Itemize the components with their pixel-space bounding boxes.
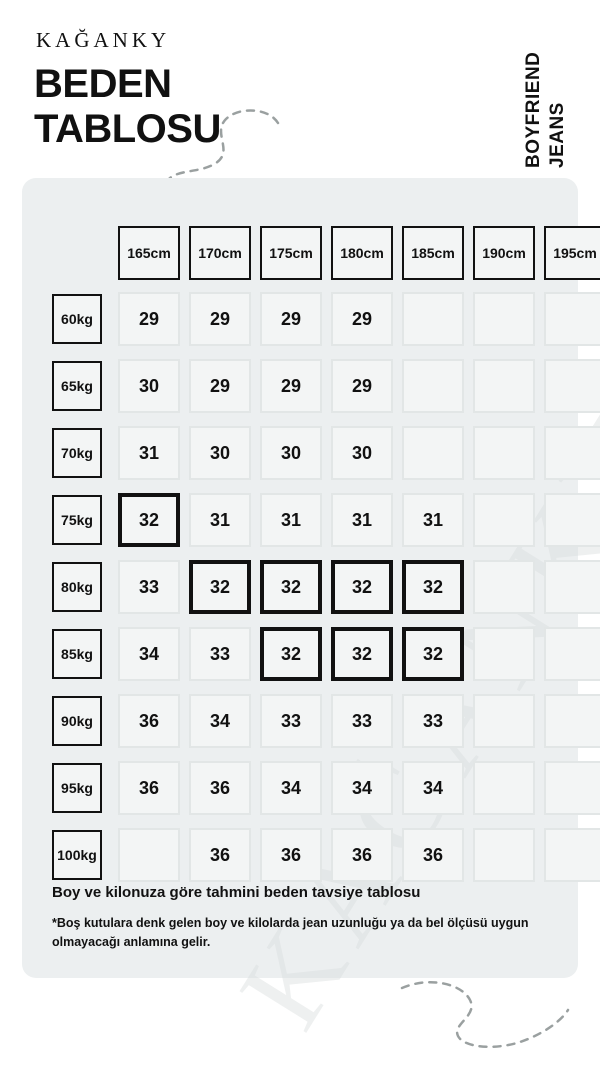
size-cell-empty (544, 828, 600, 882)
size-cell-empty (118, 828, 180, 882)
size-cell: 32 (118, 493, 180, 547)
size-cell-empty (473, 359, 535, 413)
size-cell-empty (473, 828, 535, 882)
size-cell-empty (473, 493, 535, 547)
size-cell: 30 (118, 359, 180, 413)
size-cell-empty (544, 627, 600, 681)
row-header-weight: 75kg (52, 495, 102, 545)
size-cell-empty (544, 493, 600, 547)
size-cell-empty (544, 359, 600, 413)
table-row (52, 627, 600, 681)
size-cell-empty (544, 761, 600, 815)
column-header-height: 190cm (473, 226, 535, 280)
row-header-weight: 85kg (52, 629, 102, 679)
size-cell: 34 (402, 761, 464, 815)
size-cell: 34 (331, 761, 393, 815)
size-cell: 33 (260, 694, 322, 748)
size-cell: 29 (118, 292, 180, 346)
size-cell: 36 (260, 828, 322, 882)
size-cell-empty (402, 426, 464, 480)
size-cell: 34 (189, 694, 251, 748)
size-cell: 32 (189, 560, 251, 614)
size-cell: 36 (118, 694, 180, 748)
size-table (52, 226, 600, 895)
size-cell: 29 (331, 359, 393, 413)
product-category-line1: BOYFRIEND (523, 51, 544, 168)
size-cell: 31 (189, 493, 251, 547)
size-cell: 34 (118, 627, 180, 681)
size-cell: 33 (189, 627, 251, 681)
column-header-height: 180cm (331, 226, 393, 280)
brand-logo: KAĞANKY (36, 28, 171, 52)
size-cell: 34 (260, 761, 322, 815)
size-cell: 31 (331, 493, 393, 547)
size-cell: 29 (189, 292, 251, 346)
size-cell: 32 (331, 560, 393, 614)
size-cell-empty (473, 694, 535, 748)
size-cell-empty (544, 292, 600, 346)
size-cell-empty (544, 426, 600, 480)
size-cell: 33 (402, 694, 464, 748)
size-cell-empty (402, 359, 464, 413)
table-row (52, 761, 600, 815)
table-row (52, 359, 600, 413)
size-cell: 36 (402, 828, 464, 882)
size-cell: 36 (118, 761, 180, 815)
table-row (52, 560, 600, 614)
column-header-height: 170cm (189, 226, 251, 280)
size-cell: 31 (260, 493, 322, 547)
size-cell: 33 (331, 694, 393, 748)
size-cell-empty (473, 292, 535, 346)
size-cell-empty (544, 694, 600, 748)
size-cell: 30 (189, 426, 251, 480)
size-cell: 32 (331, 627, 393, 681)
size-cell: 29 (189, 359, 251, 413)
size-cell-empty (473, 627, 535, 681)
size-cell: 30 (260, 426, 322, 480)
row-header-weight: 95kg (52, 763, 102, 813)
row-header-weight: 60kg (52, 294, 102, 344)
table-corner-spacer (52, 228, 102, 278)
size-cell: 32 (260, 627, 322, 681)
page-title-line2: TABLOSU (34, 106, 221, 151)
size-cell: 29 (260, 292, 322, 346)
table-row (52, 493, 600, 547)
table-caption: Boy ve kilonuza göre tahmini beden tavsiye tablosu (52, 884, 421, 901)
product-category-label (522, 18, 582, 188)
size-cell-empty (544, 560, 600, 614)
column-header-height: 165cm (118, 226, 180, 280)
table-row (52, 426, 600, 480)
row-header-weight: 80kg (52, 562, 102, 612)
page-title-line1: BEDEN (34, 62, 172, 106)
size-cell: 32 (260, 560, 322, 614)
size-cell: 30 (331, 426, 393, 480)
row-header-weight: 65kg (52, 361, 102, 411)
size-cell: 29 (260, 359, 322, 413)
column-header-height: 185cm (402, 226, 464, 280)
row-header-weight: 70kg (52, 428, 102, 478)
size-cell: 33 (118, 560, 180, 614)
size-cell: 29 (331, 292, 393, 346)
size-cell: 31 (118, 426, 180, 480)
table-row (52, 694, 600, 748)
row-header-weight: 100kg (52, 830, 102, 880)
size-cell: 32 (402, 560, 464, 614)
table-row (52, 828, 600, 882)
column-header-height: 195cm (544, 226, 600, 280)
size-cell-empty (473, 560, 535, 614)
size-cell: 32 (402, 627, 464, 681)
dashed-squiggle-bottom-icon (400, 980, 570, 1060)
table-header-row (52, 226, 600, 280)
product-category-line2: JEANS (546, 102, 568, 168)
size-cell: 36 (189, 761, 251, 815)
size-cell: 36 (189, 828, 251, 882)
size-cell-empty (473, 761, 535, 815)
size-cell-empty (402, 292, 464, 346)
column-header-height: 175cm (260, 226, 322, 280)
size-cell: 36 (331, 828, 393, 882)
row-header-weight: 90kg (52, 696, 102, 746)
chart-panel (22, 178, 597, 978)
table-note: *Boş kutulara denk gelen boy ve kilolarda jean uzunluğu ya da bel ölçüsü uygun olmayacağı anlamına gelir. (52, 916, 529, 950)
size-cell: 31 (402, 493, 464, 547)
table-row (52, 292, 600, 346)
size-cell-empty (473, 426, 535, 480)
